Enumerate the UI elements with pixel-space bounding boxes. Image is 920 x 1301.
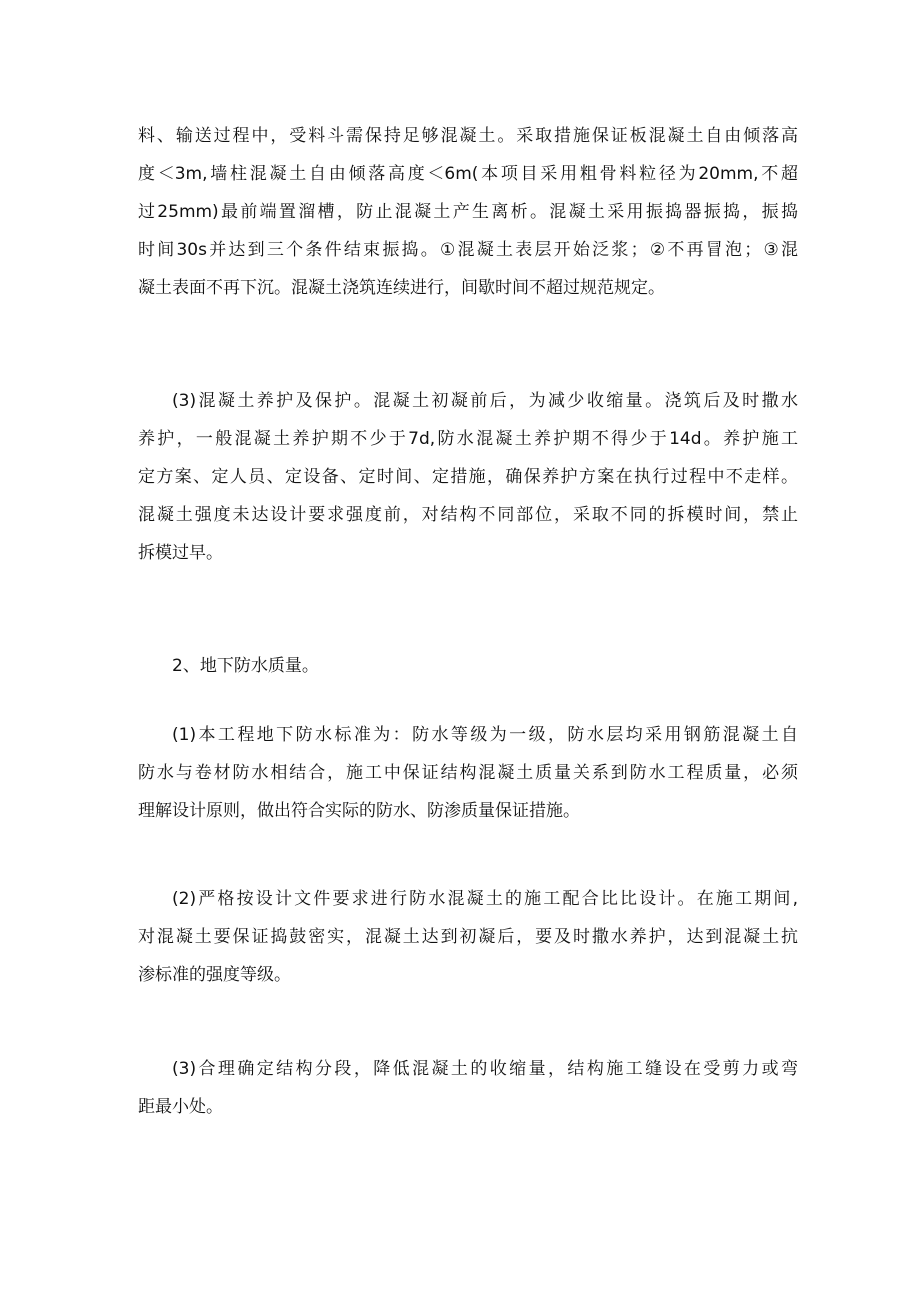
text-line: 理解设计原则，做出符合实际的防水、防渗质量保证措施。	[138, 801, 580, 821]
text-line: 养护，一般混凝土养护期不少于7d,防水混凝土养护期不得少于14d。养护施工	[138, 429, 798, 449]
paragraph-mix-design	[138, 880, 798, 994]
text-line: 过25mm)最前端置溜槽，防止混凝土产生离析。混凝土采用振捣器振捣，振捣	[138, 202, 798, 222]
text-line: 防水与卷材防水相结合，施工中保证结构混凝土质量关系到防水工程质量，必须	[138, 763, 798, 783]
text-line: 混凝土强度未达设计要求强度前，对结构不同部位，采取不同的拆模时间，禁止	[138, 505, 798, 525]
text-line: 度＜3m,墙柱混凝土自由倾落高度＜6m(本项目采用粗骨料粒径为20mm,不超	[138, 164, 798, 184]
paragraph-concrete-curing	[138, 382, 798, 572]
section-heading-waterproofing	[138, 647, 798, 685]
paragraph-structure-segments	[138, 1050, 798, 1126]
text-line: 定方案、定人员、定设备、定时间、定措施，确保养护方案在执行过程中不走样。	[138, 467, 798, 487]
text-line: 时间30s并达到三个条件结束振捣。①混凝土表层开始泛浆；②不再冒泡；③混	[138, 240, 798, 260]
text-line: 距最小处。	[138, 1097, 223, 1117]
text-line: 渗标准的强度等级。	[138, 965, 291, 985]
section-heading: 2、地下防水质量。	[172, 656, 319, 676]
text-line: (3)混凝土养护及保护。混凝土初凝前后，为减少收缩量。浇筑后及时撒水	[172, 391, 798, 411]
paragraph-waterproof-standard	[138, 716, 798, 830]
text-line: (3)合理确定结构分段，降低混凝土的收缩量，结构施工缝设在受剪力或弯	[172, 1059, 798, 1079]
text-line: (2)严格按设计文件要求进行防水混凝土的施工配合比比设计。在施工期间,	[172, 889, 798, 909]
text-line: 凝土表面不再下沉。混凝土浇筑连续进行，间歇时间不超过规范规定。	[138, 278, 665, 298]
paragraph-concrete-pouring	[138, 117, 798, 307]
text-line: 料、输送过程中，受料斗需保持足够混凝土。采取措施保证板混凝土自由倾落高	[138, 126, 798, 146]
text-line: (1)本工程地下防水标准为：防水等级为一级，防水层均采用钢筋混凝土自	[172, 725, 798, 745]
text-line: 拆模过早。	[138, 543, 223, 563]
text-line: 对混凝土要保证捣鼓密实，混凝土达到初凝后，要及时撒水养护，达到混凝土抗	[138, 927, 798, 947]
